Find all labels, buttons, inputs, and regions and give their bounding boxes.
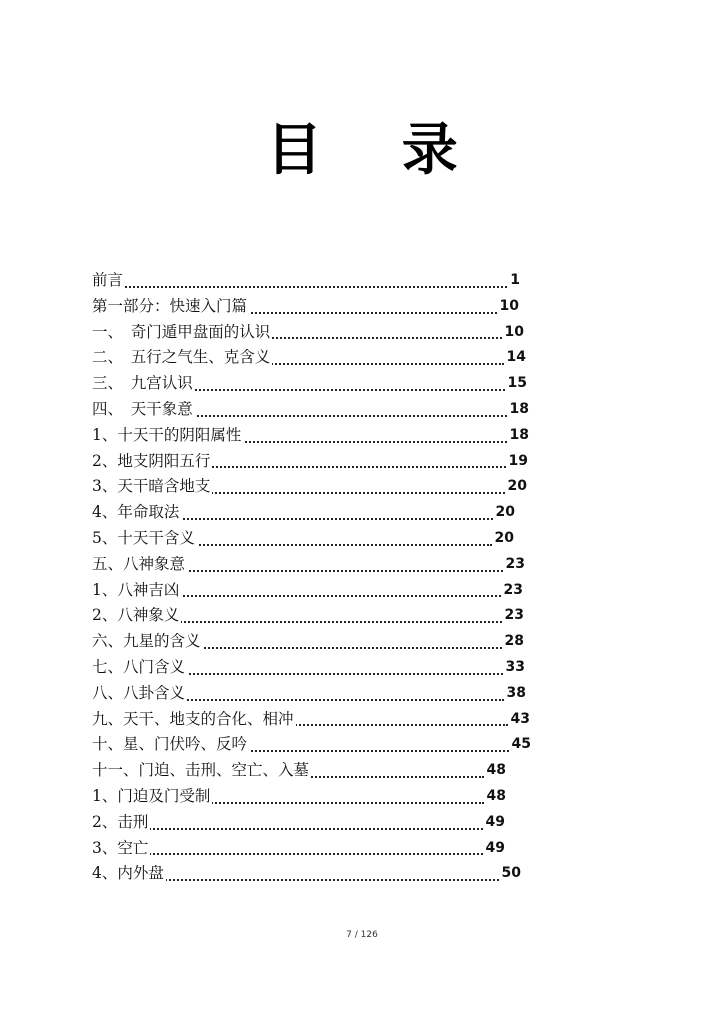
toc-entry-label: 七、八门含义 (92, 655, 187, 681)
toc-entry-label: 3、空亡 (92, 836, 150, 862)
toc-entry-label: 2、击刑 (92, 810, 150, 836)
toc-entry-label: 4、年命取法 (92, 500, 181, 526)
toc-entry-page-number: 10 (499, 294, 519, 320)
toc-entry-page-number: 18 (509, 397, 529, 423)
toc-leader-dots (92, 828, 483, 856)
toc-entry-label: 三、 九宫认识 (92, 371, 195, 397)
toc-entry-label: 一、 奇门遁甲盘面的认识 (92, 320, 272, 346)
toc-entry-label: 十、星、门伏吟、反吟 (92, 732, 249, 758)
toc-entry-label: 二、 五行之气生、克含义 (92, 345, 272, 371)
toc-entry-page-number: 38 (506, 681, 526, 707)
toc-entry-page-number: 1 (509, 268, 520, 294)
toc-entry-label: 十一、门迫、击刑、空亡、入墓 (92, 758, 311, 784)
toc-entry-page-number: 20 (494, 526, 514, 552)
toc-entry-label: 四、 天干象意 (92, 397, 195, 423)
toc-leader-dots (92, 260, 507, 288)
toc-entry-page-number: 10 (504, 320, 524, 346)
toc-entry-page-number: 14 (506, 345, 526, 371)
toc-entry-page-number: 43 (510, 707, 530, 733)
toc-entry-page-number: 20 (507, 474, 527, 500)
toc-entry-label: 3、天干暗含地支 (92, 474, 212, 500)
toc-entry-page-number: 19 (508, 449, 528, 475)
toc-entry-page-number: 15 (507, 371, 527, 397)
toc-entry-label: 4、内外盘 (92, 861, 166, 887)
toc-entry-page-number: 49 (485, 836, 505, 862)
table-of-contents (92, 268, 532, 887)
toc-entry-page-number: 23 (505, 552, 525, 578)
toc-entry-label: 六、九星的含义 (92, 629, 203, 655)
toc-entry-label: 八、八卦含义 (92, 681, 187, 707)
toc-entry-page-number: 18 (509, 423, 529, 449)
toc-entry-page-number: 23 (504, 603, 524, 629)
toc-entry-page-number: 33 (505, 655, 525, 681)
toc-entry-page-number: 49 (485, 810, 505, 836)
page-number-footer: 7 / 126 (346, 930, 378, 940)
toc-entry-page-number: 45 (511, 732, 531, 758)
toc-entry-page-number: 48 (486, 758, 506, 784)
toc-entry-page-number: 23 (503, 578, 523, 604)
toc-entry[interactable] (92, 861, 532, 887)
toc-entry-label: 5、十天干含义 (92, 526, 197, 552)
toc-entry-label: 1、门迫及门受制 (92, 784, 212, 810)
toc-entry-label: 2、八神象义 (92, 603, 181, 629)
toc-entry-label: 第一部分：快速入门篇 (92, 294, 249, 320)
toc-entry-page-number: 50 (501, 861, 521, 887)
page-title: 目 录 (266, 117, 488, 183)
toc-entry-label: 1、十天干的阴阳属性 (92, 423, 243, 449)
toc-entry-page-number: 28 (504, 629, 524, 655)
toc-entry-label: 2、地支阴阳五行 (92, 449, 212, 475)
toc-entry-label: 九、天干、地支的合化、相冲 (92, 707, 296, 733)
toc-entry-label: 1、八神吉凶 (92, 578, 181, 604)
toc-entry-label: 前言 (92, 268, 125, 294)
toc-entry-page-number: 48 (486, 784, 506, 810)
toc-entry-page-number: 20 (495, 500, 515, 526)
toc-entry-label: 五、八神象意 (92, 552, 187, 578)
